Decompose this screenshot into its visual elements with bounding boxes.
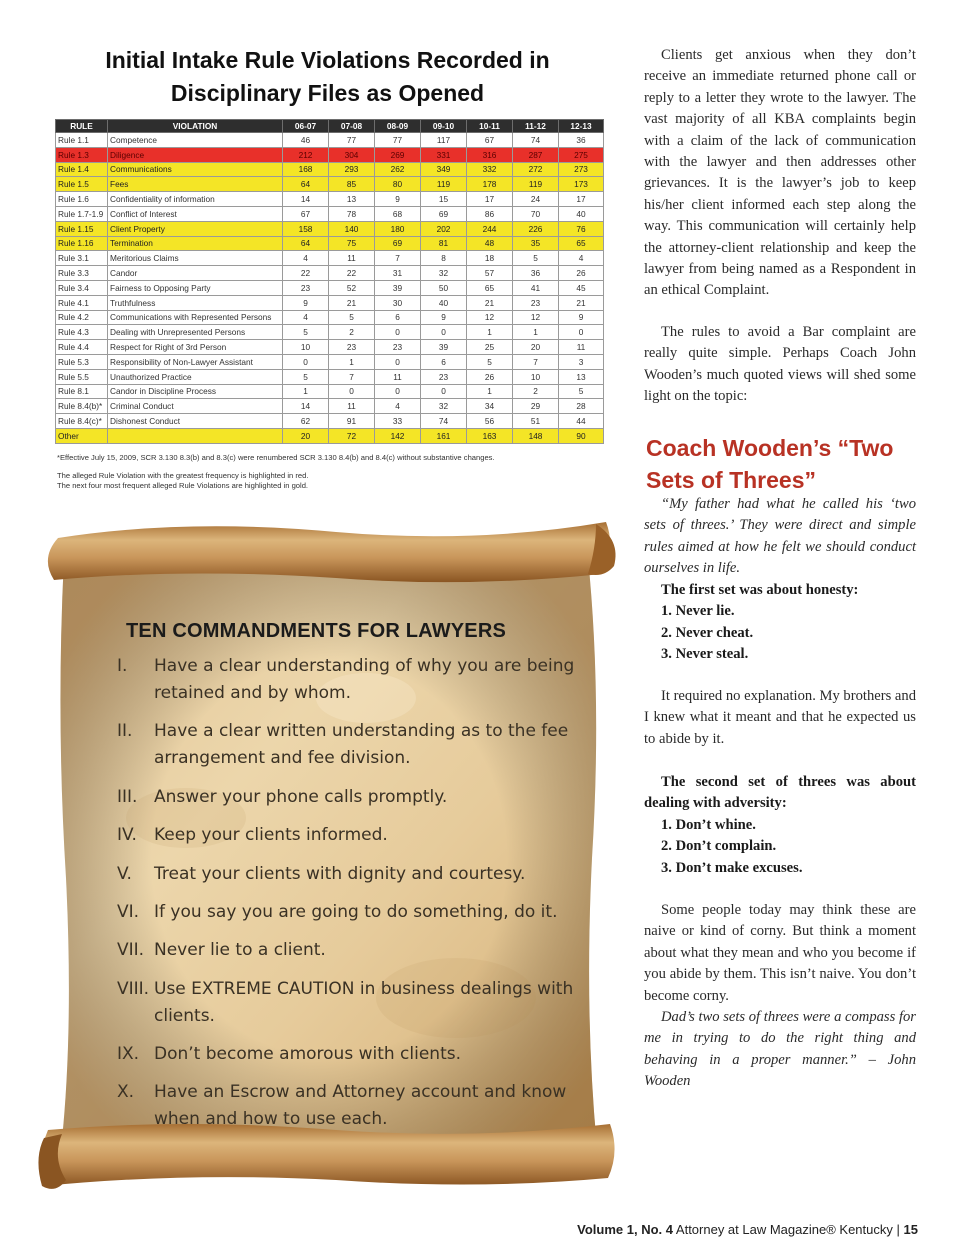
first-set-item: 2. Never cheat. bbox=[661, 624, 754, 641]
count-cell: 86 bbox=[467, 206, 513, 221]
wooden-quote-1: “My father had what he called his ‘two sets of threes.’ They were direct and simple rules aimed at how he felt we should conduct ourselves in life. bbox=[644, 496, 916, 577]
count-cell: 56 bbox=[467, 414, 513, 429]
count-cell: 30 bbox=[375, 295, 421, 310]
table-title-line1: Initial Intake Rule Violations Recorded in bbox=[105, 47, 550, 73]
count-cell: 14 bbox=[283, 399, 329, 414]
violation-cell: Client Property bbox=[108, 221, 283, 236]
count-cell: 77 bbox=[329, 133, 375, 148]
table-row bbox=[56, 147, 604, 162]
count-cell: 293 bbox=[329, 162, 375, 177]
article-paragraph-2: The rules to avoid a Bar complaint are really quite simple. Perhaps Coach John Wooden’s much quoted views will shed some light on the topic: bbox=[644, 324, 916, 405]
count-cell: 64 bbox=[283, 177, 329, 192]
violation-cell: Conflict of Interest bbox=[108, 206, 283, 221]
table-row bbox=[56, 192, 604, 207]
rule-cell: Rule 1.4 bbox=[56, 162, 108, 177]
violations-table bbox=[55, 119, 604, 444]
violation-cell: Candor bbox=[108, 266, 283, 281]
count-cell: 25 bbox=[467, 340, 513, 355]
count-cell: 226 bbox=[513, 221, 559, 236]
commandment-text: Never lie to a client. bbox=[154, 940, 326, 960]
commandment-text: Use EXTREME CAUTION in business dealings with clients. bbox=[154, 979, 574, 1026]
column-header: RULE bbox=[56, 120, 108, 133]
table-row bbox=[56, 177, 604, 192]
commandment-numeral: VI. bbox=[117, 902, 140, 922]
count-cell: 23 bbox=[421, 369, 467, 384]
count-cell: 349 bbox=[421, 162, 467, 177]
count-cell: 0 bbox=[559, 325, 604, 340]
column-header: 09-10 bbox=[421, 120, 467, 133]
commandment-text: Have an Escrow and Attorney account and know when and how to use each. bbox=[154, 1082, 567, 1129]
rule-cell: Rule 1.1 bbox=[56, 133, 108, 148]
count-cell: 0 bbox=[329, 384, 375, 399]
count-cell: 269 bbox=[375, 147, 421, 162]
count-cell: 70 bbox=[513, 206, 559, 221]
count-cell: 23 bbox=[513, 295, 559, 310]
first-set-item: 1. Never lie. bbox=[661, 603, 735, 620]
count-cell: 41 bbox=[513, 280, 559, 295]
wooden-heading: Coach Wooden’s “Two Sets of Threes” bbox=[646, 435, 894, 493]
count-cell: 26 bbox=[467, 369, 513, 384]
table-header-row bbox=[56, 120, 604, 133]
count-cell: 202 bbox=[421, 221, 467, 236]
violation-cell: Communications bbox=[108, 162, 283, 177]
count-cell: 74 bbox=[421, 414, 467, 429]
count-cell: 72 bbox=[329, 428, 375, 443]
count-cell: 4 bbox=[283, 251, 329, 266]
commandment-text: Answer your phone calls promptly. bbox=[154, 787, 448, 807]
count-cell: 69 bbox=[421, 206, 467, 221]
table-title-line2: Disciplinary Files as Opened bbox=[170, 80, 485, 106]
table-row bbox=[56, 428, 604, 443]
count-cell: 39 bbox=[375, 280, 421, 295]
count-cell: 7 bbox=[375, 251, 421, 266]
count-cell: 148 bbox=[513, 428, 559, 443]
count-cell: 22 bbox=[283, 266, 329, 281]
count-cell: 275 bbox=[559, 147, 604, 162]
count-cell: 0 bbox=[283, 354, 329, 369]
count-cell: 48 bbox=[467, 236, 513, 251]
table-row bbox=[56, 310, 604, 325]
violation-cell: Respect for Right of 3rd Person bbox=[108, 340, 283, 355]
count-cell: 57 bbox=[467, 266, 513, 281]
commandment-numeral: V. bbox=[117, 864, 132, 884]
count-cell: 23 bbox=[329, 340, 375, 355]
table-row bbox=[56, 340, 604, 355]
count-cell: 1 bbox=[467, 325, 513, 340]
count-cell: 17 bbox=[559, 192, 604, 207]
violation-cell bbox=[108, 428, 283, 443]
count-cell: 11 bbox=[329, 251, 375, 266]
count-cell: 9 bbox=[421, 310, 467, 325]
count-cell: 0 bbox=[375, 325, 421, 340]
article-paragraph-3: It required no explanation. My brothers and I knew what it meant and that he expected us to abide by it. bbox=[644, 688, 916, 747]
rule-cell: Rule 3.4 bbox=[56, 280, 108, 295]
count-cell: 17 bbox=[467, 192, 513, 207]
rule-cell: Rule 3.3 bbox=[56, 266, 108, 281]
commandment-numeral: X. bbox=[117, 1082, 135, 1102]
count-cell: 12 bbox=[467, 310, 513, 325]
table-row bbox=[56, 221, 604, 236]
count-cell: 173 bbox=[559, 177, 604, 192]
table-row bbox=[56, 236, 604, 251]
count-cell: 287 bbox=[513, 147, 559, 162]
rule-cell: Rule 4.2 bbox=[56, 310, 108, 325]
count-cell: 13 bbox=[559, 369, 604, 384]
rule-cell: Rule 5.3 bbox=[56, 354, 108, 369]
table-row bbox=[56, 354, 604, 369]
violation-cell: Termination bbox=[108, 236, 283, 251]
count-cell: 212 bbox=[283, 147, 329, 162]
count-cell: 62 bbox=[283, 414, 329, 429]
footer-page-number: 15 bbox=[903, 1222, 918, 1237]
first-set bbox=[644, 580, 916, 666]
rule-cell: Rule 1.6 bbox=[56, 192, 108, 207]
count-cell: 316 bbox=[467, 147, 513, 162]
count-cell: 117 bbox=[421, 133, 467, 148]
count-cell: 20 bbox=[513, 340, 559, 355]
count-cell: 74 bbox=[513, 133, 559, 148]
table-notes bbox=[57, 453, 617, 491]
count-cell: 31 bbox=[375, 266, 421, 281]
count-cell: 9 bbox=[283, 295, 329, 310]
rule-cell: Rule 1.16 bbox=[56, 236, 108, 251]
count-cell: 161 bbox=[421, 428, 467, 443]
count-cell: 45 bbox=[559, 280, 604, 295]
count-cell: 40 bbox=[559, 206, 604, 221]
footer-magazine: Attorney at Law Magazine® Kentucky bbox=[675, 1222, 893, 1237]
count-cell: 50 bbox=[421, 280, 467, 295]
violation-cell: Candor in Discipline Process bbox=[108, 384, 283, 399]
rule-cell: Rule 8.4(c)* bbox=[56, 414, 108, 429]
count-cell: 5 bbox=[513, 251, 559, 266]
count-cell: 2 bbox=[513, 384, 559, 399]
count-cell: 4 bbox=[559, 251, 604, 266]
commandment-text: Keep your clients informed. bbox=[154, 825, 388, 845]
count-cell: 12 bbox=[513, 310, 559, 325]
rule-cell: Rule 4.1 bbox=[56, 295, 108, 310]
table-row bbox=[56, 251, 604, 266]
table-row bbox=[56, 325, 604, 340]
count-cell: 81 bbox=[421, 236, 467, 251]
count-cell: 332 bbox=[467, 162, 513, 177]
count-cell: 4 bbox=[375, 399, 421, 414]
count-cell: 0 bbox=[421, 325, 467, 340]
table-row bbox=[56, 399, 604, 414]
count-cell: 331 bbox=[421, 147, 467, 162]
commandments-title: TEN COMMANDMENTS FOR LAWYERS bbox=[126, 620, 507, 642]
rule-cell: Rule 4.4 bbox=[56, 340, 108, 355]
column-header: VIOLATION bbox=[108, 120, 283, 133]
count-cell: 272 bbox=[513, 162, 559, 177]
count-cell: 9 bbox=[375, 192, 421, 207]
violation-cell: Competence bbox=[108, 133, 283, 148]
violation-cell: Fairness to Opposing Party bbox=[108, 280, 283, 295]
count-cell: 20 bbox=[283, 428, 329, 443]
count-cell: 33 bbox=[375, 414, 421, 429]
count-cell: 2 bbox=[329, 325, 375, 340]
rule-cell: Rule 1.7-1.9 bbox=[56, 206, 108, 221]
count-cell: 180 bbox=[375, 221, 421, 236]
commandment-text: Don’t become amorous with clients. bbox=[154, 1044, 462, 1064]
count-cell: 39 bbox=[421, 340, 467, 355]
violation-cell: Criminal Conduct bbox=[108, 399, 283, 414]
count-cell: 36 bbox=[513, 266, 559, 281]
count-cell: 21 bbox=[559, 295, 604, 310]
commandment-text: Treat your clients with dignity and courtesy. bbox=[154, 864, 526, 884]
column-header: 08-09 bbox=[375, 120, 421, 133]
count-cell: 7 bbox=[329, 369, 375, 384]
second-set bbox=[644, 772, 916, 879]
rule-cell: Rule 5.5 bbox=[56, 369, 108, 384]
column-header: 12-13 bbox=[559, 120, 604, 133]
count-cell: 28 bbox=[559, 399, 604, 414]
column-header: 07-08 bbox=[329, 120, 375, 133]
table-footnote: *Effective July 15, 2009, SCR 3.130 8.3(b) and 8.3(c) were renumbered SCR 3.130 8.4(b) and 8.4(c) without substantive changes. bbox=[57, 453, 495, 462]
second-set-item: 2. Don’t complain. bbox=[661, 838, 777, 855]
count-cell: 67 bbox=[467, 133, 513, 148]
count-cell: 23 bbox=[375, 340, 421, 355]
count-cell: 304 bbox=[329, 147, 375, 162]
article-paragraph-1: Clients get anxious when they don’t receive an immediate returned phone call or reply to a letter they wrote to the lawyer. The vast majority of all KBA complaints begin with a claim of the lack of communication with the lawyer and then addresses other grievances. It is the lawyer’s job to keep his/her client informed each step along the way. This communication will certainly help the attorney-client relationship and keep the lawyer from being named as a Respondent in an ethical Complaint. bbox=[644, 47, 916, 299]
count-cell: 34 bbox=[467, 399, 513, 414]
count-cell: 23 bbox=[283, 280, 329, 295]
count-cell: 10 bbox=[283, 340, 329, 355]
table-row bbox=[56, 369, 604, 384]
violation-cell: Diligence bbox=[108, 147, 283, 162]
count-cell: 163 bbox=[467, 428, 513, 443]
count-cell: 11 bbox=[559, 340, 604, 355]
count-cell: 85 bbox=[329, 177, 375, 192]
count-cell: 14 bbox=[283, 192, 329, 207]
count-cell: 0 bbox=[375, 354, 421, 369]
rule-cell: Rule 3.1 bbox=[56, 251, 108, 266]
count-cell: 90 bbox=[559, 428, 604, 443]
violation-cell: Unauthorized Practice bbox=[108, 369, 283, 384]
rule-cell: Rule 8.4(b)* bbox=[56, 399, 108, 414]
count-cell: 3 bbox=[559, 354, 604, 369]
count-cell: 1 bbox=[467, 384, 513, 399]
table-legend-gold: The next four most frequent alleged Rule Violations are highlighted in gold. bbox=[57, 481, 309, 490]
count-cell: 29 bbox=[513, 399, 559, 414]
count-cell: 65 bbox=[467, 280, 513, 295]
footer-volume: Volume 1, No. 4 bbox=[577, 1222, 673, 1237]
count-cell: 68 bbox=[375, 206, 421, 221]
count-cell: 168 bbox=[283, 162, 329, 177]
count-cell: 5 bbox=[283, 369, 329, 384]
count-cell: 15 bbox=[421, 192, 467, 207]
count-cell: 5 bbox=[283, 325, 329, 340]
second-set-intro: The second set of threes was about dealing with adversity: bbox=[644, 774, 916, 812]
count-cell: 21 bbox=[467, 295, 513, 310]
count-cell: 75 bbox=[329, 236, 375, 251]
commandment-numeral: I. bbox=[117, 656, 128, 676]
violation-cell: Truthfulness bbox=[108, 295, 283, 310]
footer-separator: | bbox=[896, 1222, 900, 1237]
count-cell: 4 bbox=[283, 310, 329, 325]
count-cell: 32 bbox=[421, 266, 467, 281]
count-cell: 13 bbox=[329, 192, 375, 207]
article-paragraph-4: Some people today may think these are naive or kind of corny. But think a moment about what they mean and who you become if you abide by them. This isn’t naive. You don’t become corny. bbox=[644, 902, 916, 1004]
count-cell: 21 bbox=[329, 295, 375, 310]
violation-cell: Dealing with Unrepresented Persons bbox=[108, 325, 283, 340]
count-cell: 244 bbox=[467, 221, 513, 236]
violation-cell: Dishonest Conduct bbox=[108, 414, 283, 429]
count-cell: 140 bbox=[329, 221, 375, 236]
violation-cell: Confidentiality of information bbox=[108, 192, 283, 207]
count-cell: 158 bbox=[283, 221, 329, 236]
commandment-numeral: VIII. bbox=[117, 979, 150, 999]
rule-cell: Rule 1.3 bbox=[56, 147, 108, 162]
table-row bbox=[56, 133, 604, 148]
count-cell: 5 bbox=[329, 310, 375, 325]
count-cell: 91 bbox=[329, 414, 375, 429]
commandment-numeral: IX. bbox=[117, 1044, 140, 1064]
rule-cell: Other bbox=[56, 428, 108, 443]
count-cell: 1 bbox=[513, 325, 559, 340]
table-row bbox=[56, 414, 604, 429]
count-cell: 142 bbox=[375, 428, 421, 443]
count-cell: 80 bbox=[375, 177, 421, 192]
column-header: 06-07 bbox=[283, 120, 329, 133]
commandment-numeral: III. bbox=[117, 787, 138, 807]
count-cell: 76 bbox=[559, 221, 604, 236]
count-cell: 119 bbox=[513, 177, 559, 192]
second-set-item: 3. Don’t make excuses. bbox=[661, 859, 803, 876]
table-row bbox=[56, 384, 604, 399]
commandment-text: If you say you are going to do something, do it. bbox=[154, 902, 558, 922]
rule-cell: Rule 8.1 bbox=[56, 384, 108, 399]
count-cell: 32 bbox=[421, 399, 467, 414]
count-cell: 24 bbox=[513, 192, 559, 207]
count-cell: 46 bbox=[283, 133, 329, 148]
count-cell: 10 bbox=[513, 369, 559, 384]
violation-cell: Responsibility of Non-Lawyer Assistant bbox=[108, 354, 283, 369]
count-cell: 9 bbox=[559, 310, 604, 325]
count-cell: 119 bbox=[421, 177, 467, 192]
count-cell: 178 bbox=[467, 177, 513, 192]
commandment-numeral: II. bbox=[117, 721, 133, 741]
count-cell: 8 bbox=[421, 251, 467, 266]
column-header: 11-12 bbox=[513, 120, 559, 133]
table-legend-red: The alleged Rule Violation with the greatest frequency is highlighted in red. bbox=[57, 471, 309, 480]
count-cell: 11 bbox=[329, 399, 375, 414]
count-cell: 64 bbox=[283, 236, 329, 251]
count-cell: 22 bbox=[329, 266, 375, 281]
count-cell: 1 bbox=[329, 354, 375, 369]
rule-cell: Rule 1.15 bbox=[56, 221, 108, 236]
violation-cell: Fees bbox=[108, 177, 283, 192]
count-cell: 67 bbox=[283, 206, 329, 221]
count-cell: 262 bbox=[375, 162, 421, 177]
column-header: 10-11 bbox=[467, 120, 513, 133]
count-cell: 11 bbox=[375, 369, 421, 384]
count-cell: 0 bbox=[375, 384, 421, 399]
count-cell: 18 bbox=[467, 251, 513, 266]
rule-cell: Rule 4.3 bbox=[56, 325, 108, 340]
count-cell: 273 bbox=[559, 162, 604, 177]
table-row bbox=[56, 206, 604, 221]
violation-cell: Meritorious Claims bbox=[108, 251, 283, 266]
table-title bbox=[60, 44, 595, 110]
count-cell: 40 bbox=[421, 295, 467, 310]
commandment-numeral: IV. bbox=[117, 825, 137, 845]
commandment-text: Have a clear written understanding as to the fee arrangement and fee division. bbox=[154, 721, 569, 768]
commandment-numeral: VII. bbox=[117, 940, 145, 960]
rule-cell: Rule 1.5 bbox=[56, 177, 108, 192]
count-cell: 6 bbox=[421, 354, 467, 369]
count-cell: 6 bbox=[375, 310, 421, 325]
count-cell: 0 bbox=[421, 384, 467, 399]
count-cell: 35 bbox=[513, 236, 559, 251]
commandment-text: Have a clear understanding of why you are being retained and by whom. bbox=[154, 656, 575, 703]
table-row bbox=[56, 162, 604, 177]
count-cell: 77 bbox=[375, 133, 421, 148]
count-cell: 52 bbox=[329, 280, 375, 295]
count-cell: 7 bbox=[513, 354, 559, 369]
count-cell: 51 bbox=[513, 414, 559, 429]
second-set-item: 1. Don’t whine. bbox=[661, 816, 756, 833]
table-row bbox=[56, 295, 604, 310]
count-cell: 5 bbox=[559, 384, 604, 399]
first-set-intro: The first set was about honesty: bbox=[661, 582, 859, 598]
count-cell: 36 bbox=[559, 133, 604, 148]
count-cell: 69 bbox=[375, 236, 421, 251]
wooden-quote-2: Dad’s two sets of threes were a compass for me in trying to do the right thing and behaving in a proper manner.” – John Wooden bbox=[644, 1009, 916, 1090]
violation-cell: Communications with Represented Persons bbox=[108, 310, 283, 325]
count-cell: 1 bbox=[283, 384, 329, 399]
table-row bbox=[56, 266, 604, 281]
count-cell: 26 bbox=[559, 266, 604, 281]
first-set-item: 3. Never steal. bbox=[661, 646, 749, 663]
count-cell: 5 bbox=[467, 354, 513, 369]
table-body bbox=[56, 133, 604, 444]
page-footer bbox=[577, 1222, 918, 1237]
count-cell: 78 bbox=[329, 206, 375, 221]
count-cell: 44 bbox=[559, 414, 604, 429]
count-cell: 65 bbox=[559, 236, 604, 251]
table-row bbox=[56, 280, 604, 295]
